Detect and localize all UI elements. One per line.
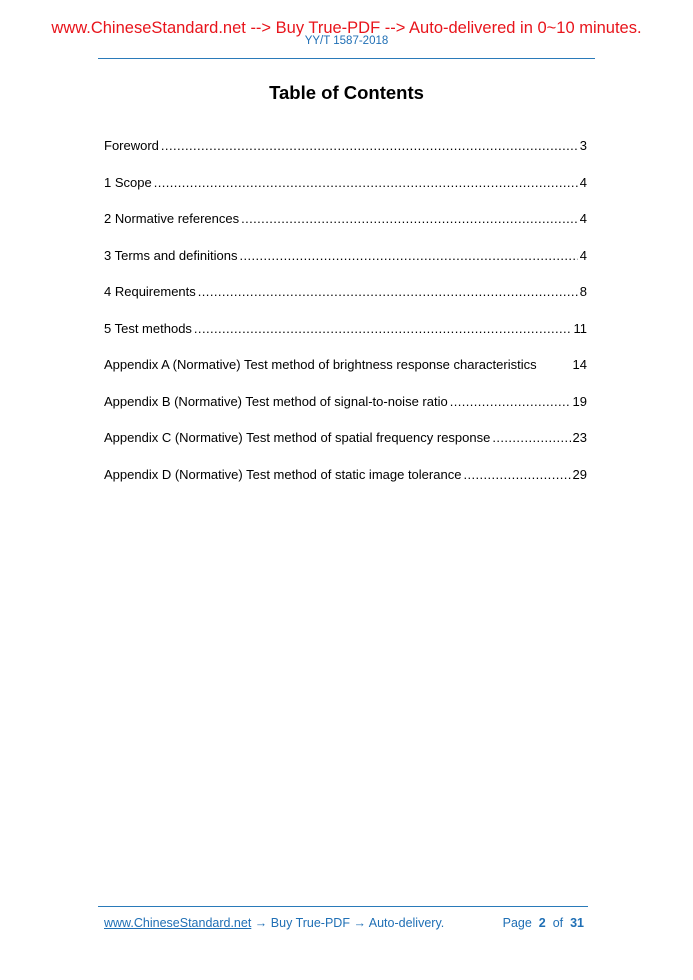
toc-entry-appendix-a[interactable] bbox=[104, 356, 587, 393]
toc-entry-label: Appendix C (Normative) Test method of spatial frequency response bbox=[104, 430, 491, 445]
toc-entry-label: 1 Scope bbox=[104, 174, 152, 190]
toc-entry-page: 29 bbox=[572, 466, 587, 482]
toc-entry-page: 23 bbox=[572, 430, 587, 445]
toc-dot-leader bbox=[161, 137, 578, 155]
arrow-right-icon: → bbox=[353, 916, 366, 930]
document-code: YY/T 1587-2018 bbox=[304, 35, 389, 47]
toc-entry-appendix-d[interactable] bbox=[104, 466, 587, 503]
toc-dot-leader bbox=[463, 466, 570, 484]
toc-entry-page: 3 bbox=[579, 138, 587, 153]
toc-dot-leader bbox=[241, 210, 578, 228]
toc-dot-leader bbox=[239, 247, 577, 265]
footer-delivery-text: Auto-delivery. bbox=[368, 916, 445, 930]
top-banner[interactable]: www.ChineseStandard.net --> Buy True-PDF --> Auto-delivered in 0~10 minutes. bbox=[51, 19, 642, 37]
toc-entry-label: 3 Terms and definitions bbox=[104, 247, 238, 263]
footer-buy-text: Buy True-PDF bbox=[270, 916, 350, 930]
toc-entry-label: Appendix D (Normative) Test method of static image tolerance bbox=[104, 466, 462, 482]
toc-entry-test-methods[interactable] bbox=[104, 320, 587, 357]
toc-entry-requirements[interactable] bbox=[104, 283, 587, 320]
toc-entry-page: 11 bbox=[573, 320, 587, 336]
toc-entry-normative-references[interactable] bbox=[104, 210, 587, 247]
toc-entry-terms-and-definitions[interactable] bbox=[104, 247, 587, 284]
page-word: Page bbox=[502, 916, 532, 930]
toc-entry-label: 5 Test methods bbox=[104, 320, 192, 336]
toc-list bbox=[104, 137, 587, 502]
toc-entry-page: 19 bbox=[572, 393, 587, 409]
toc-dot-leader bbox=[492, 429, 570, 447]
toc-entry-label: 4 Requirements bbox=[104, 284, 196, 299]
footer-divider bbox=[98, 906, 588, 907]
page-title: Table of Contents bbox=[269, 82, 424, 103]
toc-entry-label: Foreword bbox=[104, 138, 159, 153]
arrow-right-icon: → bbox=[254, 916, 268, 930]
toc-dot-leader bbox=[154, 174, 578, 192]
footer-promo bbox=[104, 915, 444, 931]
toc-entry-page: 14 bbox=[572, 357, 587, 372]
toc-entry-page: 4 bbox=[579, 211, 587, 226]
toc-entry-page: 4 bbox=[579, 247, 587, 263]
of-word: of bbox=[552, 916, 564, 930]
toc-dot-leader bbox=[198, 283, 578, 301]
toc-entry-label: Appendix A (Normative) Test method of brightness response characteristics bbox=[104, 357, 537, 372]
page-indicator bbox=[503, 915, 584, 931]
toc-dot-leader bbox=[450, 393, 571, 411]
toc-entry-scope[interactable] bbox=[104, 174, 587, 211]
toc-entry-foreword[interactable] bbox=[104, 137, 587, 174]
toc-entry-page: 8 bbox=[579, 284, 587, 299]
total-pages-number: 31 bbox=[570, 916, 584, 930]
toc-dot-leader bbox=[194, 320, 572, 338]
toc-entry-label: Appendix B (Normative) Test method of signal-to-noise ratio bbox=[104, 393, 448, 409]
toc-entry-appendix-b[interactable] bbox=[104, 393, 587, 430]
current-page-number: 2 bbox=[538, 916, 546, 930]
footer-site-link[interactable]: www.ChineseStandard.net bbox=[104, 916, 252, 930]
header-divider bbox=[98, 58, 595, 59]
toc-entry-appendix-c[interactable] bbox=[104, 429, 587, 466]
toc-entry-page: 4 bbox=[579, 174, 587, 190]
toc-entry-label: 2 Normative references bbox=[104, 211, 240, 226]
